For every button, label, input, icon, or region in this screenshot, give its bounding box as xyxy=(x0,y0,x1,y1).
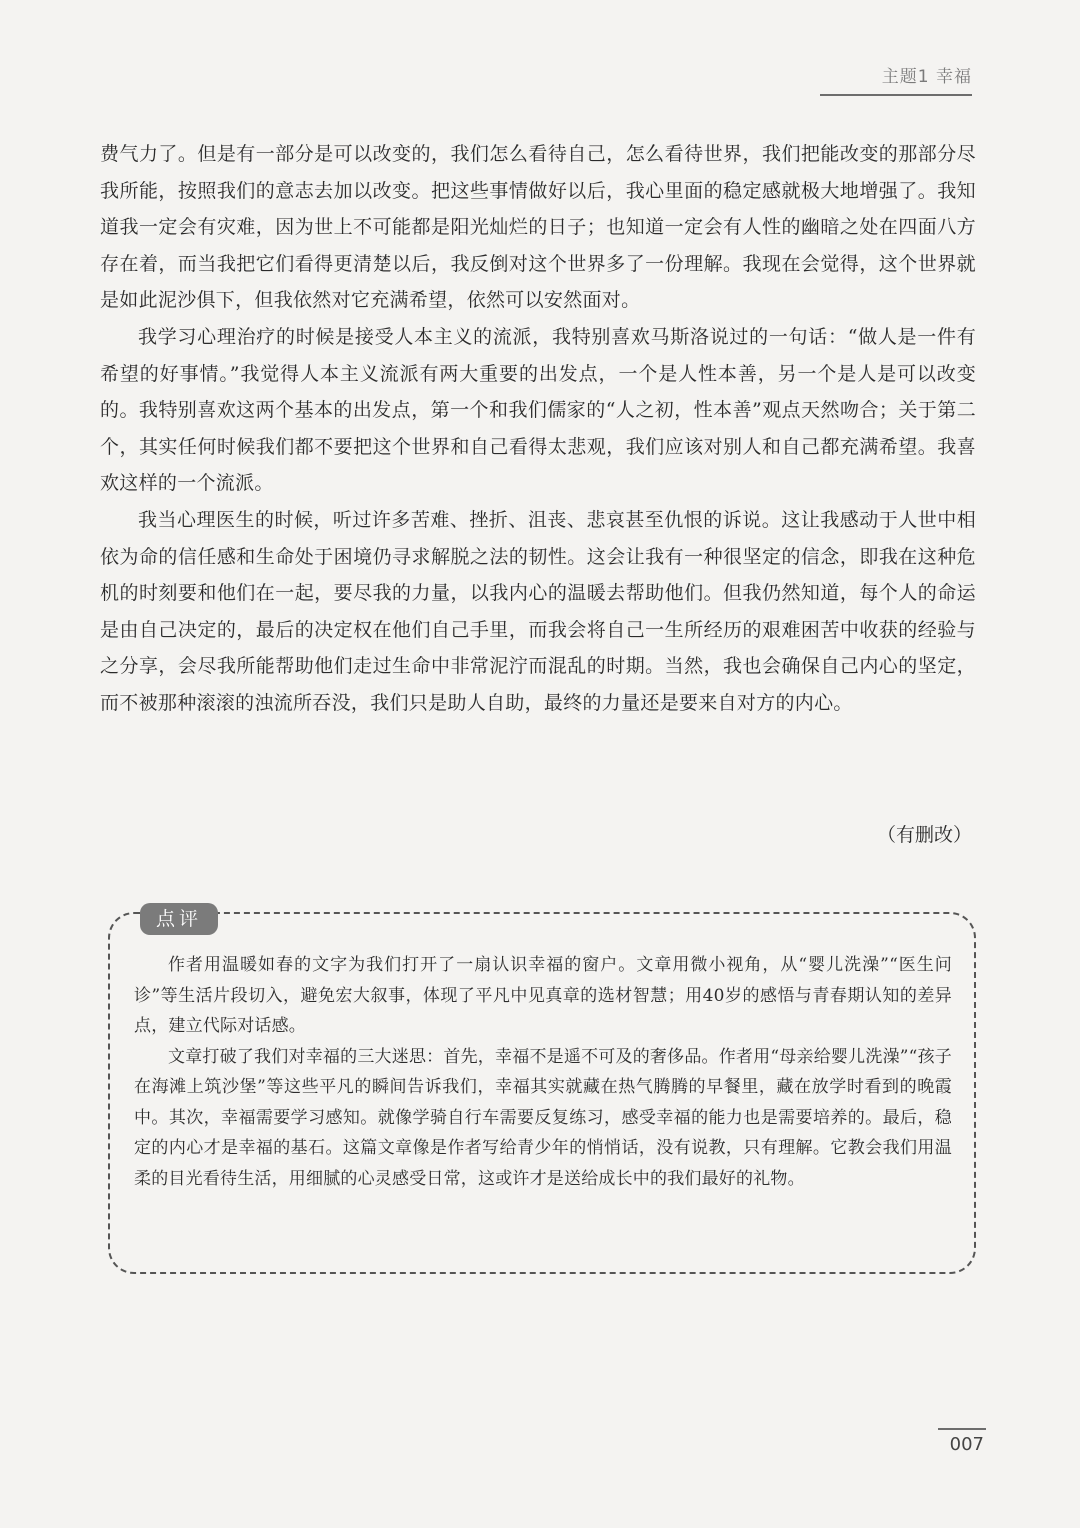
source-note: （有删改） xyxy=(876,824,972,846)
review-content xyxy=(134,950,952,1194)
header-title: 主题1 幸福 xyxy=(881,67,972,87)
review-paragraph: 作者用温暖如春的文字为我们打开了一扇认识幸福的窗户。文章用微小视角，从“婴儿洗澡”“医生问诊”等生活片段切入，避免宏大叙事，体现了平凡中见真章的选材智慧；用40岁的感悟与青春期认知的差异点，建立代际对话感。 xyxy=(134,955,952,1036)
body-paragraph-continued: 费气力了。但是有一部分是可以改变的，我们怎么看待自己，怎么看待世界，我们把能改变的那部分尽我所能，按照我们的意志去加以改变。把这些事情做好以后，我心里面的稳定感就极大地增强了。我知道我一定会有灾难，因为世上不可能都是阳光灿烂的日子；也知道一定会有人性的幽暗之处在四面八方存在着，而当我把它们看得更清楚以后，我反倒对这个世界多了一份理解。我现在会觉得，这个世界就是如此泥沙俱下，但我依然对它充满希望，依然可以安然面对。 xyxy=(100,143,976,312)
review-paragraph: 文章打破了我们对幸福的三大迷思：首先，幸福不是遥不可及的奢侈品。作者用“母亲给婴儿洗澡”“孩子在海滩上筑沙堡”等这些平凡的瞬间告诉我们，幸福其实就藏在热气腾腾的早餐里，藏在放学时看到的晚霞中。其次，幸福需要学习感知。就像学骑自行车需要反复练习，感受幸福的能力也是需要培养的。最后，稳定的内心才是幸福的基石。这篇文章像是作者写给青少年的悄悄话，没有说教，只有理解。它教会我们用温柔的目光看待生活，用细腻的心灵感受日常，这或许才是送给成长中的我们最好的礼物。 xyxy=(134,1046,952,1189)
page-number-rule xyxy=(938,1428,986,1430)
article-body xyxy=(100,136,976,722)
body-paragraph: 我学习心理治疗的时候是接受人本主义的流派，我特别喜欢马斯洛说过的一句话：“做人是一件有希望的好事情。”我觉得人本主义流派有两大重要的出发点，一个是人性本善，另一个是人是可以改变的。我特别喜欢这两个基本的出发点，第一个和我们儒家的“人之初，性本善”观点天然吻合；关于第二个，其实任何时候我们都不要把这个世界和自己看得太悲观，我们应该对别人和自己都充满希望。我喜欢这样的一个流派。 xyxy=(100,325,976,495)
running-header xyxy=(820,62,972,96)
review-label: 点评 xyxy=(140,903,218,935)
page-number: 007 xyxy=(949,1434,984,1455)
body-paragraph: 我当心理医生的时候，听过许多苦难、挫折、沮丧、悲哀甚至仇恨的诉说。这让我感动于人世中相依为命的信任感和生命处于困境仍寻求解脱之法的韧性。这会让我有一种很坚定的信念，即我在这种危机的时刻要和他们在一起，要尽我的力量，以我内心的温暖去帮助他们。但我仍然知道，每个人的命运是由自己决定的，最后的决定权在他们自己手里，而我会将自己一生所经历的艰难困苦中收获的经验与之分享，会尽我所能帮助他们走过生命中非常泥泞而混乱的时期。当然，我也会确保自己内心的坚定，而不被那种滚滚的浊流所吞没，我们只是助人自助，最终的力量还是要来自对方的内心。 xyxy=(100,508,976,714)
